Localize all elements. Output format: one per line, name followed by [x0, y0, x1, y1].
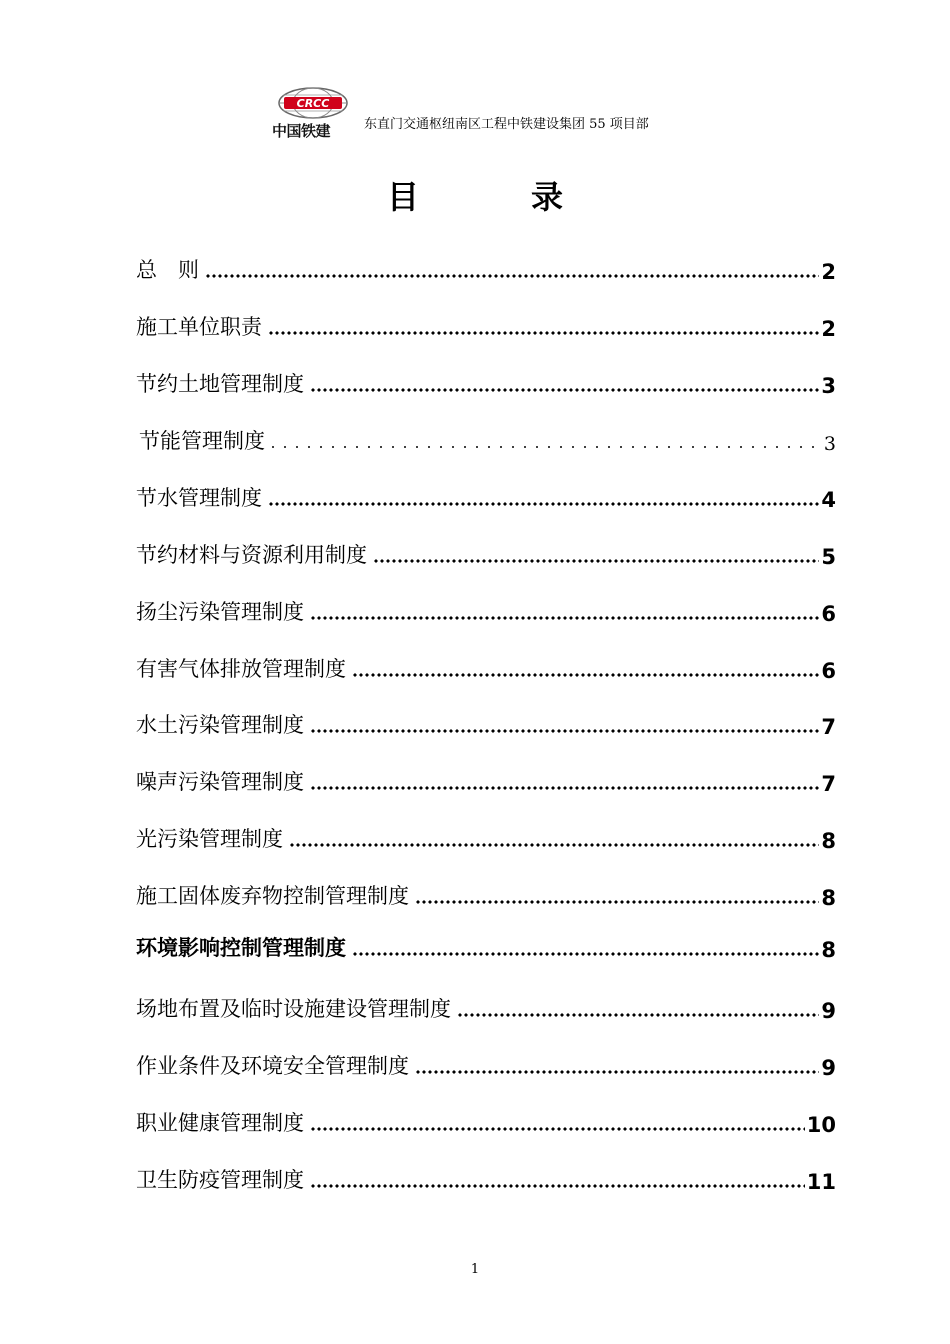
toc-leader-dots: [310, 1127, 805, 1131]
toc-entry-page: 10: [806, 1113, 836, 1137]
toc-entry-title: 节约材料与资源利用制度: [136, 543, 367, 567]
toc-entry-page: 2: [821, 260, 836, 284]
toc-leader-dots: [267, 445, 822, 449]
toc-entry-page: 8: [821, 938, 836, 962]
toc-entry[interactable]: [136, 594, 836, 626]
toc-entry-page: 8: [821, 829, 836, 853]
toc-entry-page: 11: [806, 1170, 836, 1194]
toc-entry[interactable]: [136, 930, 836, 962]
toc-leader-dots: [373, 559, 819, 563]
toc-entry-title: 扬尘污染管理制度: [136, 600, 304, 624]
toc-entry-title: 作业条件及环境安全管理制度: [136, 1054, 409, 1078]
toc-entry[interactable]: [136, 537, 836, 569]
toc-entry[interactable]: [136, 821, 836, 853]
toc-entry-title: 总 则: [136, 258, 199, 282]
toc-leader-dots: [415, 1070, 819, 1074]
page-title: 目 录: [386, 178, 603, 216]
toc-leader-dots: [268, 502, 819, 506]
toc-entry[interactable]: [139, 423, 836, 455]
toc-entry-title: 节约土地管理制度: [136, 372, 304, 396]
toc-entry[interactable]: [136, 707, 836, 739]
toc-entry[interactable]: [136, 878, 836, 910]
toc-entry-title: 施工固体废弃物控制管理制度: [136, 884, 409, 908]
toc-entry-title: 水土污染管理制度: [136, 713, 304, 737]
toc-entry[interactable]: [136, 252, 836, 284]
toc-entry-page: 2: [821, 317, 836, 341]
toc-entry[interactable]: [136, 764, 836, 796]
toc-entry-title: 场地布置及临时设施建设管理制度: [136, 997, 451, 1021]
toc-leader-dots: [310, 729, 819, 733]
toc-entry-title: 环境影响控制管理制度: [136, 936, 346, 960]
toc-leader-dots: [205, 274, 819, 278]
toc-entry-title: 施工单位职责: [136, 315, 262, 339]
toc-entry[interactable]: [136, 366, 836, 398]
toc-entry[interactable]: [136, 480, 836, 512]
toc-entry-title: 节能管理制度: [139, 429, 265, 453]
toc-entry[interactable]: [136, 991, 836, 1023]
toc-entry[interactable]: [136, 309, 836, 341]
toc-leader-dots: [415, 900, 819, 904]
toc-entry-title: 光污染管理制度: [136, 827, 283, 851]
toc-leader-dots: [268, 331, 819, 335]
toc-leader-dots: [310, 616, 819, 620]
toc-entry[interactable]: [136, 651, 836, 683]
toc-entry-page: 3: [821, 374, 836, 398]
toc-leader-dots: [310, 1184, 805, 1188]
toc-entry-title: 噪声污染管理制度: [136, 770, 304, 794]
toc-entry-page: 8: [821, 886, 836, 910]
toc-entry-page: 7: [821, 715, 836, 739]
toc-entry-page: 3: [823, 433, 836, 455]
header-project-name: 东直门交通枢纽南区工程中铁建设集团 55 项目部: [364, 117, 649, 132]
page-header: [270, 84, 700, 138]
crcc-logo: [270, 86, 356, 138]
toc-leader-dots: [352, 952, 819, 956]
toc-entry-page: 7: [821, 772, 836, 796]
toc-entry[interactable]: [136, 1105, 836, 1137]
toc-leader-dots: [352, 673, 819, 677]
toc-entry-page: 9: [821, 999, 836, 1023]
toc-entry-title: 卫生防疫管理制度: [136, 1168, 304, 1192]
toc-leader-dots: [310, 786, 819, 790]
toc-entry-title: 有害气体排放管理制度: [136, 657, 346, 681]
toc-leader-dots: [457, 1013, 819, 1017]
toc-leader-dots: [289, 843, 819, 847]
crcc-logo-icon: [270, 86, 356, 122]
toc-entry-page: 4: [821, 488, 836, 512]
page-number: 1: [470, 1262, 480, 1277]
toc-leader-dots: [310, 388, 819, 392]
toc-entry-title: 职业健康管理制度: [136, 1111, 304, 1135]
toc-entry-page: 5: [821, 545, 836, 569]
toc-entry[interactable]: [136, 1048, 836, 1080]
logo-mark-text: CRCC: [296, 97, 330, 110]
toc-entry-page: 6: [821, 602, 836, 626]
toc-entry-page: 6: [821, 659, 836, 683]
logo-text: 中国铁建: [272, 122, 331, 140]
toc-entry-title: 节水管理制度: [136, 486, 262, 510]
toc-entry-page: 9: [821, 1056, 836, 1080]
toc-entry[interactable]: [136, 1162, 836, 1194]
